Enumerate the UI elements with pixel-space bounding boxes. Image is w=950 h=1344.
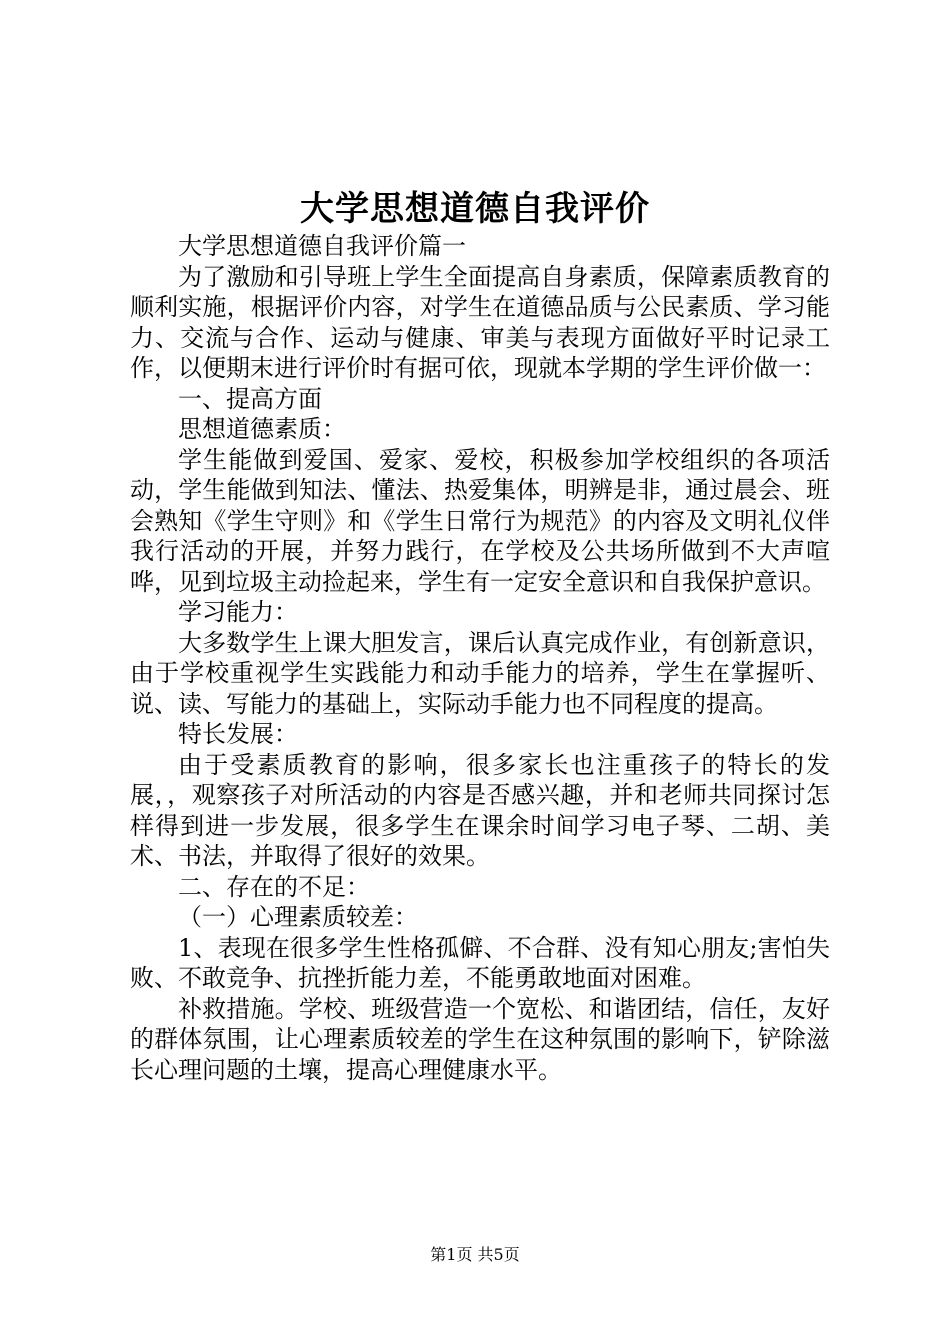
subsection-heading: （一）心理素质较差： [178,903,418,931]
paragraph: 大多数学生上课大胆发言，课后认真完成作业，有创新意识，由于学校重视学生实践能力和动手能力的培养，学生在掌握听、说、读、写能力的基础上，实际动手能力也不同程度的提高。 [130,628,830,718]
document-body [130,231,830,1085]
section-heading: 二、存在的不足： [178,872,370,901]
paragraph-heading: 大学思想道德自我评价篇一 [178,232,466,260]
subsection-heading: 学习能力： [178,598,298,626]
subsection-heading: 思想道德素质： [178,415,346,443]
page-footer: 第1页 共5页 [430,1245,520,1264]
subsection-heading: 特长发展： [178,720,298,748]
section-heading: 一、提高方面 [178,384,322,413]
paragraph: 学生能做到爱国、爱家、爱校，积极参加学校组织的各项活动，学生能做到知法、懂法、热爱集体，明辨是非，通过晨会、班会熟知《学生守则》和《学生日常行为规范》的内容及文明礼仪伴我行活动的开展，并努力践行，在学校及公共场所做到不大声喧哗，见到垃圾主动捡起来，学生有一定安全意识和自我保护意识。 [130,445,830,596]
paragraph: 1、表现在很多学生性格孤僻、不合群、没有知心朋友;害怕失败、不敢竞争、抗挫折能力差，不能勇敢地面对困难。 [130,933,830,992]
paragraph: 补救措施。学校、班级营造一个宽松、和谐团结，信任，友好的群体氛围，让心理素质较差的学生在这种氛围的影响下，铲除滋长心理问题的土壤，提高心理健康水平。 [130,994,830,1084]
document-title: 大学思想道德自我评价 [300,189,650,229]
paragraph: 为了激励和引导班上学生全面提高自身素质，保障素质教育的顺利实施，根据评价内容，对学生在道德品质与公民素质、学习能力、交流与合作、运动与健康、审美与表现方面做好平时记录工作，以便期末进行评价时有据可依，现就本学期的学生评价做一： [130,262,830,382]
paragraph: 由于受素质教育的影响，很多家长也注重孩子的特长的发展，，观察孩子对所活动的内容是否感兴趣，并和老师共同探讨怎样得到进一步发展，很多学生在课余时间学习电子琴、二胡、美术、书法，并取得了很好的效果。 [130,750,830,870]
